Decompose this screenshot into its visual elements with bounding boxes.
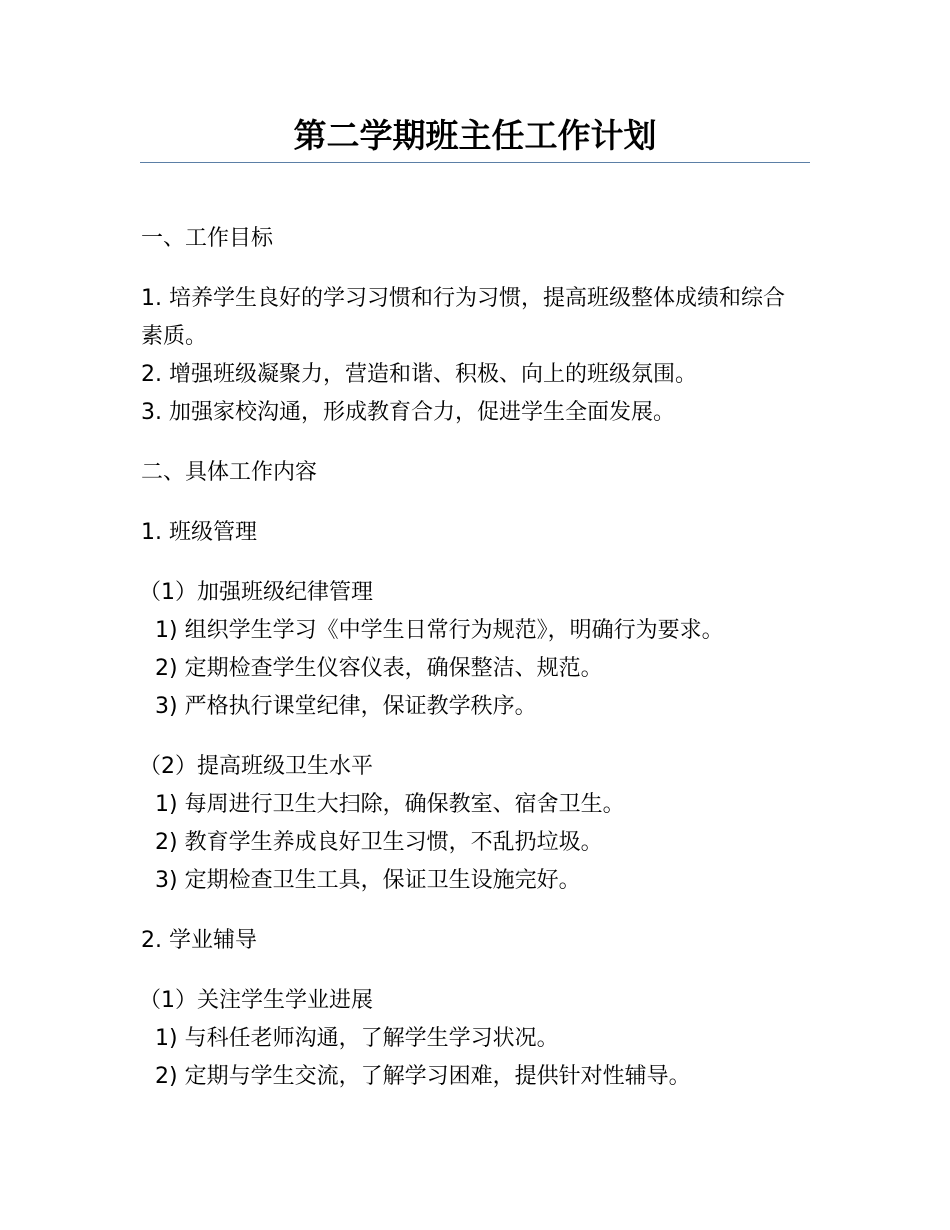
sub-heading-discipline: （1）加强班级纪律管理 [139,580,373,605]
goal-item: 3. 加强家校沟通，形成教育合力，促进学生全面发展。 [141,400,675,425]
list-item: 1) 每周进行卫生大扫除，确保教室、宿舍卫生。 [155,792,625,817]
list-item: 1) 组织学生学习《中学生日常行为规范》，明确行为要求。 [155,618,724,643]
document-title: 第二学期班主任工作计划 [293,116,657,155]
list-item: 1) 与科任老师沟通，了解学生学习状况。 [155,1026,559,1051]
hygiene-block [141,748,821,900]
section-heading-goals: 一、工作目标 [141,226,274,251]
list-item: 2) 教育学生养成良好卫生习惯，不乱扔垃圾。 [155,830,603,855]
sub-heading-hygiene: （2）提高班级卫生水平 [139,754,373,779]
section-heading-content: 二、具体工作内容 [141,460,318,485]
sub-heading-academic-progress: （1）关注学生学业进展 [139,988,373,1013]
document-body [141,220,821,1096]
goals-list [141,280,821,432]
list-item: 3) 定期检查卫生工具，保证卫生设施完好。 [155,868,581,893]
list-item: 2) 定期检查学生仪容仪表，确保整洁、规范。 [155,656,603,681]
discipline-block [141,574,821,726]
goal-item: 2. 增强班级凝聚力，营造和谐、积极、向上的班级氛围。 [141,362,697,387]
list-item: 2) 定期与学生交流，了解学习困难，提供针对性辅导。 [155,1064,691,1089]
subsection-heading-class-management: 1. 班级管理 [141,520,257,545]
goal-item: 1. 培养学生良好的学习习惯和行为习惯，提高班级整体成绩和综合素质。 [141,286,785,349]
list-item: 3) 严格执行课堂纪律，保证教学秩序。 [155,694,537,719]
subsection-heading-academic: 2. 学业辅导 [141,928,257,953]
academic-block [141,982,821,1096]
title-underline [140,162,810,163]
